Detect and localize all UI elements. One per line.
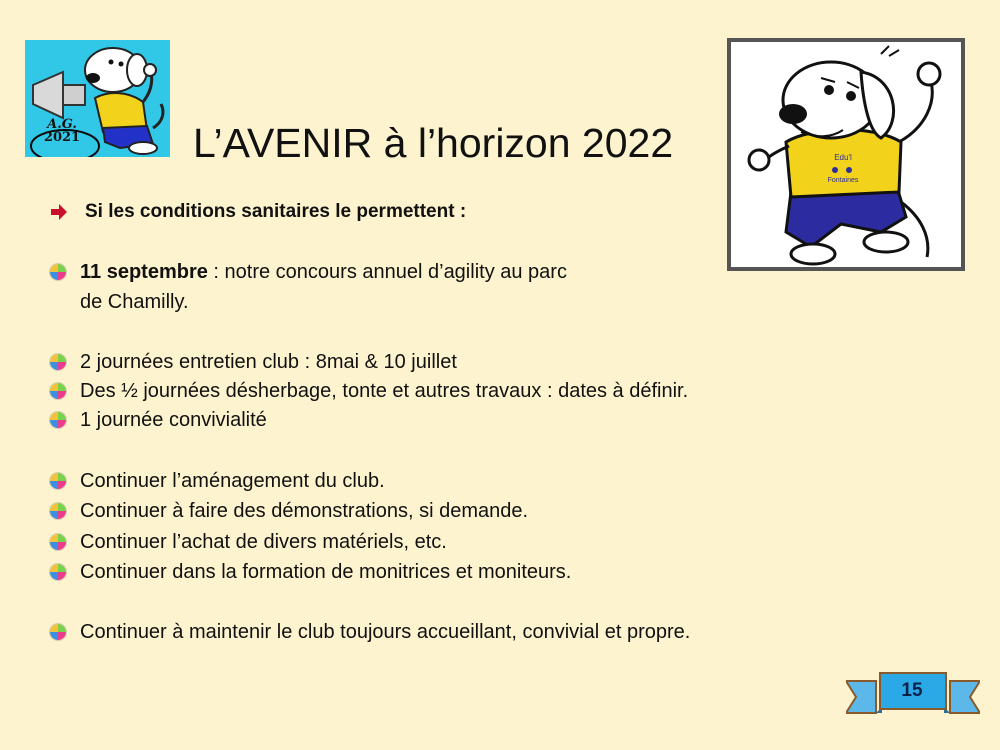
bullet-icon <box>50 354 66 370</box>
list-item-bold: 11 septembre <box>80 261 208 283</box>
list-item-text: Continuer l’achat de divers matériels, etc. <box>80 531 447 553</box>
mascot-frame <box>727 38 965 271</box>
list-item-text: Continuer à maintenir le club toujours accueillant, convivial et propre. <box>80 621 691 643</box>
bullet-icon <box>50 503 66 519</box>
list-item-text: 2 journées entretien club : 8mai & 10 juillet <box>80 351 457 373</box>
bullet-icon <box>50 473 66 489</box>
ag-2021-logo <box>25 40 170 157</box>
intro-text: Si les conditions sanitaires le permettent : <box>85 201 467 222</box>
list-item-text: Continuer dans la formation de monitrices et moniteurs. <box>80 561 572 583</box>
svg-text:Edu'l: Edu'l <box>834 153 852 162</box>
ag-label: A.G. <box>47 117 77 132</box>
ag-year: 2021 <box>43 130 81 145</box>
bullet-icon <box>50 383 66 399</box>
list-item-text: Continuer à faire des démonstrations, si demande. <box>80 500 529 522</box>
bullet-icon <box>50 412 66 428</box>
page-number: 15 <box>901 680 923 701</box>
bullet-icon <box>50 264 66 280</box>
list-item-text: Continuer l’aménagement du club. <box>80 470 385 492</box>
bullet-icon <box>50 624 66 640</box>
list-item-rest: : notre concours annuel d’agility au parc <box>207 261 567 283</box>
ag-2021-text <box>31 117 93 145</box>
arrow-bullet-icon <box>50 203 68 221</box>
bullet-icon <box>50 564 66 580</box>
slide-title: L’AVENIR à l’horizon 2022 <box>193 120 674 166</box>
list-item-text: Des ½ journées désherbage, tonte et autres travaux : dates à définir. <box>80 380 689 402</box>
bullet-icon <box>50 534 66 550</box>
svg-text:Fontaines: Fontaines <box>827 177 859 184</box>
list-item-cont-text: de Chamilly. <box>80 291 189 313</box>
list-item-text: 1 journée convivialité <box>80 409 267 431</box>
list-item-text <box>80 259 567 285</box>
dog-mascot-icon <box>731 42 961 267</box>
